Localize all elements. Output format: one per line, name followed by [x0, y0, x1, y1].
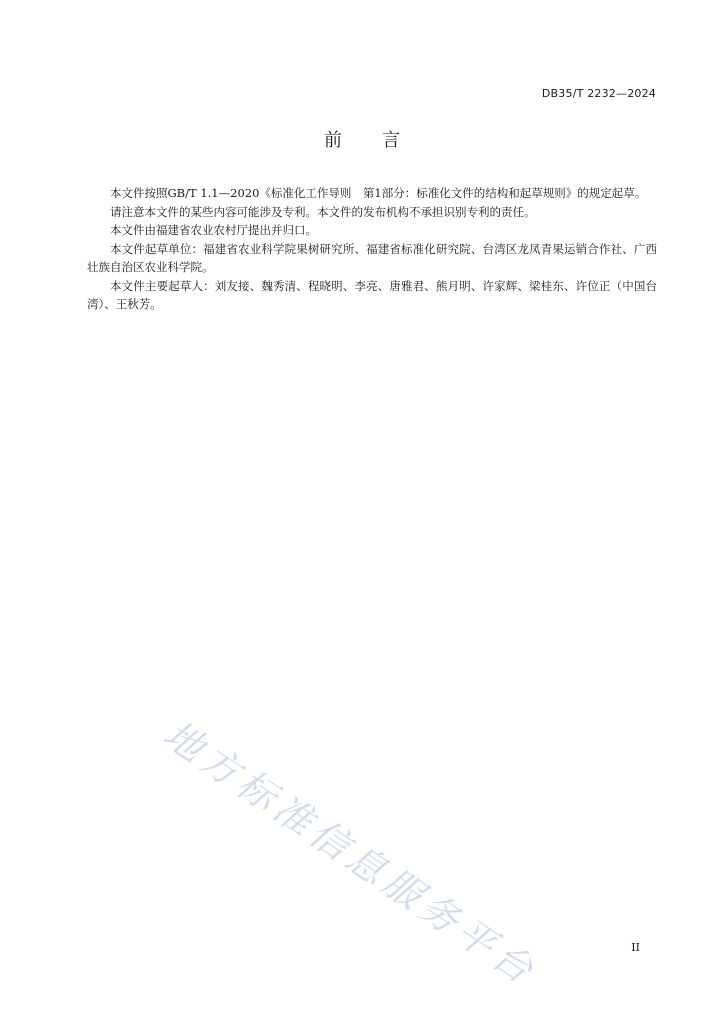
- paragraph-drafting-units: 本文件起草单位：福建省农业科学院果树研究所、福建省标准化研究院、台湾区龙凤青果运销合作社、广西壮族自治区农业科学院。: [87, 241, 657, 274]
- paragraph-drafters: 本文件主要起草人：刘友接、魏秀清、程晓明、李亮、唐雅君、熊月明、许家辉、梁桂东、许位正（中国台湾）、王秋芳。: [87, 278, 657, 311]
- paragraph-patent-notice: 请注意本文件的某些内容可能涉及专利。本文件的发布机构不承担识别专利的责任。: [110, 204, 536, 219]
- page-title: 前言: [324, 130, 440, 151]
- paragraph-proposer: 本文件由福建省农业农村厅提出并归口。: [110, 223, 317, 237]
- paragraph-drafting-rules: 本文件按照GB/T 1.1—2020《标准化工作导则 第1部分：标准化文件的结构和起草规则》的规定起草。: [110, 186, 647, 200]
- watermark: 地方标准信息服务平台: [155, 712, 546, 995]
- page-number: II: [631, 941, 640, 954]
- doc-code: DB35/T 2232—2024: [541, 87, 656, 100]
- body-text: [87, 184, 657, 314]
